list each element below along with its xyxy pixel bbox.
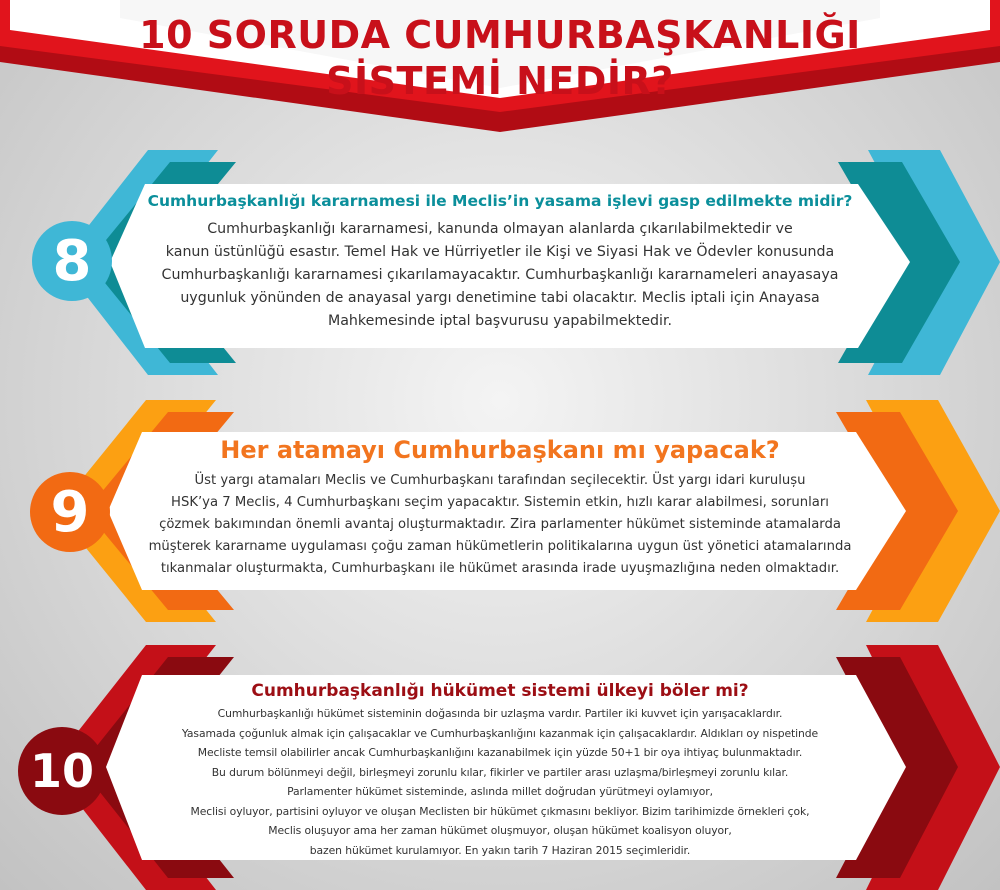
question-number-9: 9	[50, 479, 90, 545]
body-8-line-4: uygunluk yönünden de anayasal yargı denetimine tabi olacaktır. Meclis iptali için Anayasa	[180, 290, 820, 306]
question-body-10	[118, 704, 882, 860]
body-10-line-6: Meclisi oyluyor, partisini oyluyor ve oluşan Meclisten bir hükümet çıkmasını bekliyor. Bizim tarihimizde örnekleri çok,	[190, 804, 810, 818]
question-number-8: 8	[52, 228, 92, 294]
body-10-line-3: Mecliste temsil olabilirler ancak Cumhurbaşkanlığını kazanabilmek için yüzde 50+1 bir oya ihtiyaç bulunmaktadır.	[197, 746, 803, 759]
body-9-line-3: çözmek bakımından önemli avantaj oluşturmaktadır. Zira parlamenter hükümet sisteminde atamalarda	[159, 517, 841, 532]
body-8-line-1: Cumhurbaşkanlığı kararnamesi, kanunda olmayan alanlarda çıkarılabilmektedir ve	[207, 221, 793, 237]
page-title-line-1: 10 SORUDA CUMHURBAŞKANLIĞI	[139, 13, 861, 57]
body-9-line-1: Üst yargı atamaları Meclis ve Cumhurbaşkanı tarafından seçilecektir. Üst yargı idari kurulușu	[194, 473, 806, 488]
body-9-line-4: müşterek kararname uygulaması çoğu zaman hükümetlerin politikalarına uygun üst yönetici atamalarında	[148, 539, 852, 554]
question-card-10	[0, 645, 1000, 890]
question-title-9: Her atamayı Cumhurbaşkanı mı yapacak?	[220, 436, 780, 464]
question-card-9	[0, 400, 1000, 622]
body-10-line-7: Meclis oluşuyor ama her zaman hükümet oluşmuyor, oluşan hükümet koalisyon oluyor,	[268, 824, 732, 837]
question-card-8	[0, 150, 1000, 375]
body-10-line-1: Cumhurbaşkanlığı hükümet sisteminin doğasında bir uzlaşma vardır. Partiler iki kuvvet için yarışacaklardır.	[217, 707, 783, 720]
body-10-line-2: Yasamada çoğunluk almak için çalışacaklar ve Cumhurbaşkanlığını kazanmak için çalışacaklardır. Aldıkları oy nispetinde	[181, 726, 819, 740]
question-title-10: Cumhurbaşkanlığı hükümet sistemi ülkeyi böler mi?	[251, 681, 749, 701]
page-title-line-2: SİSTEMİ NEDİR?	[326, 59, 674, 103]
body-8-line-5: Mahkemesinde iptal başvurusu yapabilmektedir.	[327, 313, 673, 329]
card-8-content	[130, 188, 870, 333]
body-9-line-2: HSK’ya 7 Meclis, 4 Cumhurbaşkanı seçim yapacaktır. Sistemin etkin, hızlı karar alabilmesi, sorunları	[171, 495, 829, 510]
body-10-line-4: Bu durum bölünmeyi değil, birleşmeyi zorunlu kılar, fikirler ve partiler arası uzlaşma/birleşmeyi zorunlu kılar.	[211, 765, 789, 779]
body-8-line-3: Cumhurbaşkanlığı kararnamesi çıkarılamayacaktır. Cumhurbaşkanlığı kararnameleri anayasaya	[161, 267, 839, 283]
question-body-9	[100, 470, 900, 580]
card-9-content	[100, 434, 900, 580]
question-title-8: Cumhurbaşkanlığı kararnamesi ile Meclis’in yasama işlevi gasp edilmekte midir?	[147, 192, 853, 210]
body-10-line-5: Parlamenter hükümet sisteminde, aslında millet doğrudan yürütmeyi oylamıyor,	[287, 785, 713, 798]
question-number-10: 10	[29, 744, 94, 798]
body-8-line-2: kanun üstünlüğü esastır. Temel Hak ve Hürriyetler ile Kişi ve Siyasi Hak ve Ödevler konusunda	[165, 244, 835, 260]
body-10-line-8: bazen hükümet kurulamıyor. En yakın tarih 7 Haziran 2015 seçimleridir.	[309, 843, 691, 857]
body-9-line-5: tıkanmalar oluşturmakta, Cumhurbaşkanı ile hükümet arasında irade uyuşmazlığına neden olmaktadır.	[160, 561, 840, 576]
card-10-content	[118, 679, 882, 860]
page-title	[0, 12, 1000, 104]
question-body-8	[130, 218, 870, 333]
